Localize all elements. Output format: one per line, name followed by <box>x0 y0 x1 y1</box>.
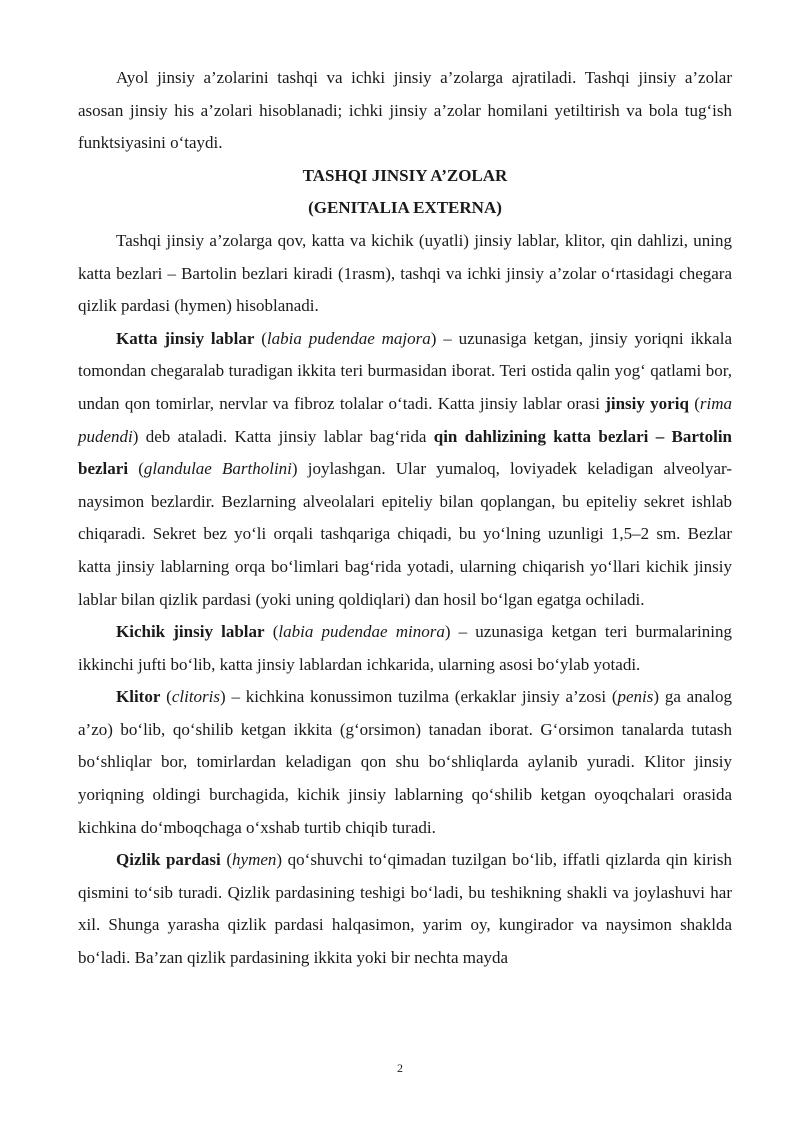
paragraph-external-organs: Tashqi jinsiy a’zolarga qov, katta va kichik (uyatli) jinsiy lablar, klitor, qin dahlizi, uning katta bezlari – Bartolin bezlari kiradi (1rasm), tashqi va ichki jinsiy a’zolar o‘rtasidagi chegara qizlik pardasi (hymen) hisoblanadi. <box>78 230 732 316</box>
latin-term: penis <box>617 687 654 707</box>
latin-term: labia pudendae majora <box>266 328 431 348</box>
latin-term: clitoris <box>171 687 221 707</box>
page-number: 2 <box>397 1061 403 1075</box>
section-subheading: (GENITALIA EXTERNA) <box>308 198 502 218</box>
latin-term: rima pudendi <box>78 393 732 446</box>
latin-term: labia pudendae minora <box>278 622 445 642</box>
section-heading: TASHQI JINSIY A’ZOLAR <box>302 165 508 185</box>
paragraph-hymen: Qizlik pardasi (hymen) qo‘shuvchi to‘qimadan tuzilgan bo‘lib, iffatli qizlarda qin kirish qismini to‘sib turadi. Qizlik pardasining teshigi bo‘ladi, bu teshikning shakli va joylashuvi har xil. Shunga yarasha qizlik pardasi halqasimon, yarim oy, kungirador va naysimon shaklda bo‘ladi. Ba’zan qizlik pardasining ikkita yoki bir nechta mayda <box>78 850 732 968</box>
term-clitoris: Klitor <box>116 687 161 707</box>
latin-term: glandulae Bartholini <box>143 459 292 479</box>
term-bartholin: qin dahlizining katta bezlari – Bartolin bezlari <box>78 426 732 479</box>
paragraph-clitoris: Klitor (clitoris) – kichkina konussimon tuzilma (erkaklar jinsiy a’zosi (penis) ga analog a’zo) bo‘lib, qo‘shilib ketgan ikkita (g‘orsimon) tanadan iborat. G‘orsimon tanalarda tutash bo‘shliqlar bor, tomirlardan keladigan qon shu bo‘shliqlarda aylanib yuradi. Klitor jinsiy yoriqning oldingi burchagida, kichik jinsiy lablarning qo‘shilib ketgan oyoqchalari orasida kichkina do‘mboqchaga o‘xshab turtib chiqib turadi. <box>78 687 732 837</box>
paragraph-labia-minora: Kichik jinsiy lablar (labia pudendae minora) – uzunasiga ketgan teri burmalarining ikkinchi jufti bo‘lib, katta jinsiy lablardan ichkarida, ularning asosi bo‘ylab yotadi. <box>78 622 732 674</box>
term-hymen: Qizlik pardasi <box>116 850 221 870</box>
term-labia-majora: Katta jinsiy lablar <box>116 328 255 348</box>
term-labia-minora: Kichik jinsiy lablar <box>116 622 265 642</box>
paragraph-labia-majora: Katta jinsiy lablar (labia pudendae majora) – uzunasiga ketgan, jinsiy yoriqni ikkala tomondan chegaralab turadigan ikkita teri burmasidan iborat. Teri ostida qalin yog‘ qatlami bor, undan qon tomirlar, nervlar va fibroz tolalar o‘tadi. Katta jinsiy lablar orasi jinsiy yoriq (rima pudendi) deb ataladi. Katta jinsiy lablar bag‘rida qin dahlizining katta bezlari – Bartolin bezlari (glandulae Bartholini) joylashgan. Ular yumaloq, loviyadek keladigan alveolyar-naysimon bezlardir. Bezlarning alveolalari epiteliy bilan qoplangan, bu epiteliy sekret ishlab chiqaradi. Sekret bez yo‘li orqali tashqariga chiqadi, bu yo‘lning uzunligi 1,5–2 sm. Bezlar katta jinsiy lablarning orqa bo‘limlari bag‘rida yotadi, ularning chiqarish yo‘llari kichik jinsiy lablar bilan qizlik pardasi (yoki uning qoldiqlari) dan hosil bo‘lgan egatga ochiladi. <box>78 328 732 609</box>
intro-paragraph: Ayol jinsiy a’zolarini tashqi va ichki jinsiy a’zolarga ajratiladi. Tashqi jinsiy a’zolar asosan jinsiy his a’zolari hisoblanadi; ichki jinsiy a’zolar homilani yetiltirish va bola tug‘ish funktsiyasini o‘taydi. <box>78 68 732 153</box>
term-rima: jinsiy yoriq <box>605 393 689 413</box>
latin-term: hymen <box>232 850 277 870</box>
document-page <box>78 62 732 975</box>
